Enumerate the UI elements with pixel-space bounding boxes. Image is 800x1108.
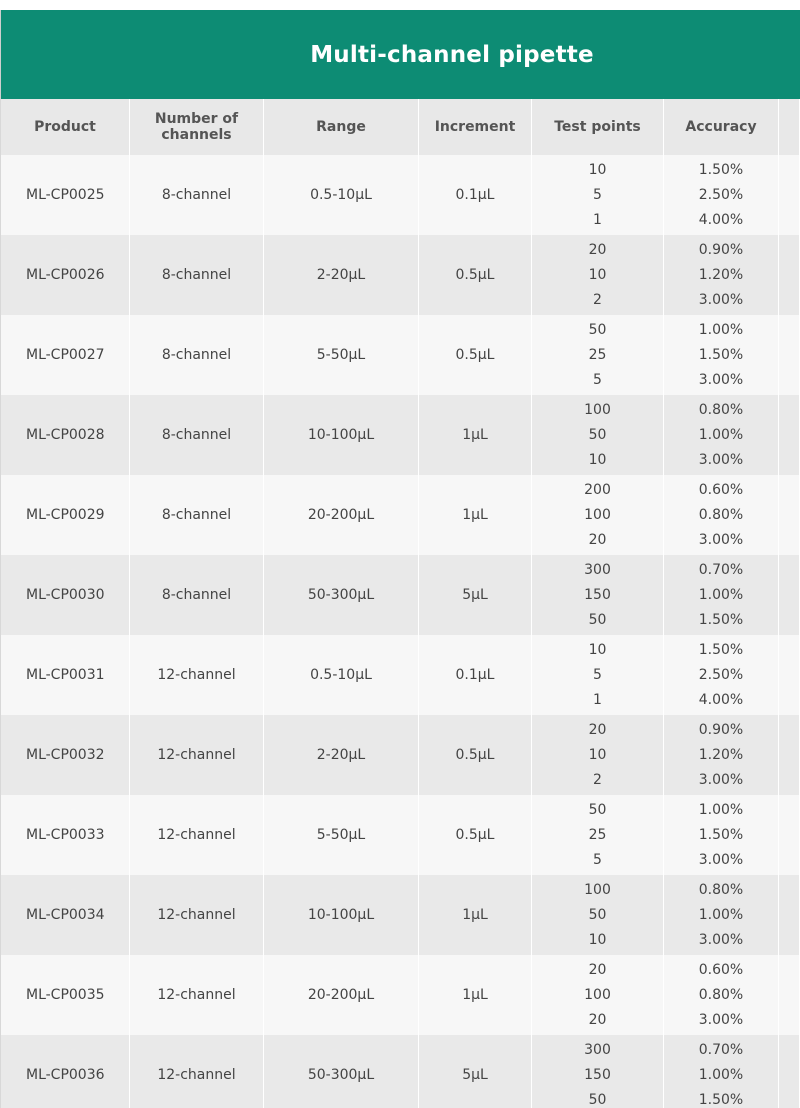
cell-accuracy bbox=[664, 715, 779, 795]
cell-increment: 1μL bbox=[419, 395, 532, 475]
cell-channels: 8-channel bbox=[130, 235, 264, 315]
header-range: Range bbox=[264, 99, 419, 155]
cell-test-points bbox=[532, 555, 664, 635]
cell-range: 5-50μL bbox=[264, 795, 419, 875]
table-row bbox=[0, 795, 800, 875]
cell-test-points bbox=[532, 955, 664, 1035]
test-point-value: 1 bbox=[593, 691, 602, 708]
accuracy-value: 4.00% bbox=[698, 691, 744, 708]
test-point-value: 20 bbox=[588, 1011, 607, 1028]
table-title: Multi-channel pipette bbox=[310, 41, 594, 68]
table-row bbox=[0, 635, 800, 715]
test-point-value: 10 bbox=[588, 451, 607, 468]
cell-product: ML-CP0035 bbox=[0, 955, 130, 1035]
test-point-value: 10 bbox=[588, 931, 607, 948]
table-row bbox=[0, 475, 800, 555]
cell-range: 5-50μL bbox=[264, 315, 419, 395]
cell-product: ML-CP0032 bbox=[0, 715, 130, 795]
test-point-value: 100 bbox=[584, 881, 611, 898]
cell-accuracy bbox=[664, 875, 779, 955]
cell-accuracy bbox=[664, 795, 779, 875]
accuracy-value: 3.00% bbox=[698, 451, 744, 468]
cell-channels: 8-channel bbox=[130, 395, 264, 475]
header-test-points: Test points bbox=[532, 99, 664, 155]
test-point-value: 50 bbox=[588, 426, 607, 443]
test-point-value: 20 bbox=[588, 531, 607, 548]
accuracy-value: 3.00% bbox=[698, 1011, 744, 1028]
cell-channels: 12-channel bbox=[130, 1035, 264, 1108]
cell-channels: 12-channel bbox=[130, 635, 264, 715]
test-point-value: 200 bbox=[584, 481, 611, 498]
accuracy-value: 1.20% bbox=[698, 266, 744, 283]
accuracy-value: 0.70% bbox=[698, 1041, 744, 1058]
cell-extra bbox=[779, 1035, 800, 1108]
accuracy-value: 2.50% bbox=[698, 666, 744, 683]
cell-extra bbox=[779, 155, 800, 235]
accuracy-value: 3.00% bbox=[698, 371, 744, 388]
accuracy-value: 3.00% bbox=[698, 531, 744, 548]
accuracy-value: 1.00% bbox=[698, 1066, 744, 1083]
cell-extra bbox=[779, 795, 800, 875]
cell-increment: 0.1μL bbox=[419, 635, 532, 715]
cell-extra bbox=[779, 555, 800, 635]
accuracy-value: 4.00% bbox=[698, 211, 744, 228]
test-point-value: 100 bbox=[584, 986, 611, 1003]
test-point-value: 300 bbox=[584, 1041, 611, 1058]
cell-product: ML-CP0028 bbox=[0, 395, 130, 475]
cell-accuracy bbox=[664, 555, 779, 635]
test-point-value: 50 bbox=[588, 801, 607, 818]
cell-channels: 8-channel bbox=[130, 475, 264, 555]
cell-range: 50-300μL bbox=[264, 1035, 419, 1108]
accuracy-value: 3.00% bbox=[698, 291, 744, 308]
cell-test-points bbox=[532, 235, 664, 315]
test-point-value: 50 bbox=[588, 321, 607, 338]
test-point-value: 10 bbox=[588, 746, 607, 763]
cell-extra bbox=[779, 635, 800, 715]
cell-test-points bbox=[532, 475, 664, 555]
cell-increment: 0.1μL bbox=[419, 155, 532, 235]
cell-increment: 0.5μL bbox=[419, 795, 532, 875]
cell-range: 50-300μL bbox=[264, 555, 419, 635]
test-point-value: 150 bbox=[584, 1066, 611, 1083]
test-point-value: 5 bbox=[593, 371, 602, 388]
test-point-value: 10 bbox=[588, 266, 607, 283]
test-point-value: 25 bbox=[588, 826, 607, 843]
accuracy-value: 1.50% bbox=[698, 1091, 744, 1108]
cell-channels: 8-channel bbox=[130, 555, 264, 635]
accuracy-value: 0.80% bbox=[698, 881, 744, 898]
cell-test-points bbox=[532, 875, 664, 955]
cell-increment: 5μL bbox=[419, 555, 532, 635]
cell-increment: 1μL bbox=[419, 875, 532, 955]
accuracy-value: 0.60% bbox=[698, 961, 744, 978]
cell-range: 2-20μL bbox=[264, 235, 419, 315]
cell-channels: 12-channel bbox=[130, 715, 264, 795]
header-extra bbox=[779, 99, 800, 155]
table-row bbox=[0, 1035, 800, 1108]
cell-range: 0.5-10μL bbox=[264, 155, 419, 235]
accuracy-value: 1.00% bbox=[698, 906, 744, 923]
cell-product: ML-CP0026 bbox=[0, 235, 130, 315]
test-point-value: 5 bbox=[593, 666, 602, 683]
cell-test-points bbox=[532, 635, 664, 715]
cell-range: 0.5-10μL bbox=[264, 635, 419, 715]
accuracy-value: 3.00% bbox=[698, 771, 744, 788]
cell-accuracy bbox=[664, 235, 779, 315]
cell-test-points bbox=[532, 795, 664, 875]
test-point-value: 20 bbox=[588, 721, 607, 738]
accuracy-value: 1.00% bbox=[698, 586, 744, 603]
cell-accuracy bbox=[664, 395, 779, 475]
accuracy-value: 0.70% bbox=[698, 561, 744, 578]
cell-accuracy bbox=[664, 315, 779, 395]
cell-accuracy bbox=[664, 1035, 779, 1108]
cell-channels: 8-channel bbox=[130, 155, 264, 235]
test-point-value: 10 bbox=[588, 161, 607, 178]
header-channels bbox=[130, 99, 264, 155]
accuracy-value: 1.20% bbox=[698, 746, 744, 763]
cell-accuracy bbox=[664, 635, 779, 715]
cell-extra bbox=[779, 875, 800, 955]
accuracy-value: 1.50% bbox=[698, 826, 744, 843]
cell-test-points bbox=[532, 395, 664, 475]
cell-channels: 12-channel bbox=[130, 795, 264, 875]
header-accuracy: Accuracy bbox=[664, 99, 779, 155]
cell-accuracy bbox=[664, 475, 779, 555]
test-point-value: 2 bbox=[593, 771, 602, 788]
test-point-value: 150 bbox=[584, 586, 611, 603]
cell-increment: 1μL bbox=[419, 475, 532, 555]
cell-test-points bbox=[532, 715, 664, 795]
cell-product: ML-CP0025 bbox=[0, 155, 130, 235]
test-point-value: 25 bbox=[588, 346, 607, 363]
accuracy-value: 0.60% bbox=[698, 481, 744, 498]
table-row bbox=[0, 315, 800, 395]
accuracy-value: 1.00% bbox=[698, 321, 744, 338]
table-title-bar bbox=[0, 10, 800, 99]
cell-increment: 0.5μL bbox=[419, 715, 532, 795]
cell-extra bbox=[779, 395, 800, 475]
cell-product: ML-CP0031 bbox=[0, 635, 130, 715]
table-row bbox=[0, 395, 800, 475]
cell-product: ML-CP0036 bbox=[0, 1035, 130, 1108]
cell-product: ML-CP0027 bbox=[0, 315, 130, 395]
accuracy-value: 0.90% bbox=[698, 721, 744, 738]
cell-extra bbox=[779, 955, 800, 1035]
table-row bbox=[0, 715, 800, 795]
table-row bbox=[0, 875, 800, 955]
test-point-value: 2 bbox=[593, 291, 602, 308]
cell-range: 10-100μL bbox=[264, 395, 419, 475]
cell-accuracy bbox=[664, 155, 779, 235]
cell-channels: 12-channel bbox=[130, 955, 264, 1035]
accuracy-value: 1.50% bbox=[698, 611, 744, 628]
cell-extra bbox=[779, 235, 800, 315]
cell-range: 20-200μL bbox=[264, 955, 419, 1035]
accuracy-value: 1.50% bbox=[698, 346, 744, 363]
table-row bbox=[0, 155, 800, 235]
cell-test-points bbox=[532, 315, 664, 395]
cell-product: ML-CP0034 bbox=[0, 875, 130, 955]
cell-range: 20-200μL bbox=[264, 475, 419, 555]
accuracy-value: 0.80% bbox=[698, 401, 744, 418]
header-increment: Increment bbox=[419, 99, 532, 155]
cell-range: 10-100μL bbox=[264, 875, 419, 955]
cell-extra bbox=[779, 315, 800, 395]
test-point-value: 300 bbox=[584, 561, 611, 578]
spec-table bbox=[0, 99, 800, 1108]
test-point-value: 50 bbox=[588, 1091, 607, 1108]
cell-range: 2-20μL bbox=[264, 715, 419, 795]
test-point-value: 1 bbox=[593, 211, 602, 228]
accuracy-value: 1.50% bbox=[698, 161, 744, 178]
cell-increment: 0.5μL bbox=[419, 315, 532, 395]
test-point-value: 20 bbox=[588, 241, 607, 258]
cell-increment: 0.5μL bbox=[419, 235, 532, 315]
test-point-value: 50 bbox=[588, 906, 607, 923]
accuracy-value: 0.80% bbox=[698, 986, 744, 1003]
header-product: Product bbox=[0, 99, 130, 155]
table-row bbox=[0, 235, 800, 315]
test-point-value: 10 bbox=[588, 641, 607, 658]
header-row bbox=[0, 99, 800, 155]
cell-product: ML-CP0033 bbox=[0, 795, 130, 875]
cell-extra bbox=[779, 475, 800, 555]
accuracy-value: 0.90% bbox=[698, 241, 744, 258]
test-point-value: 100 bbox=[584, 506, 611, 523]
accuracy-value: 1.00% bbox=[698, 801, 744, 818]
accuracy-value: 0.80% bbox=[698, 506, 744, 523]
cell-accuracy bbox=[664, 955, 779, 1035]
cell-extra bbox=[779, 715, 800, 795]
test-point-value: 5 bbox=[593, 851, 602, 868]
accuracy-value: 1.00% bbox=[698, 426, 744, 443]
cell-test-points bbox=[532, 155, 664, 235]
header-channels-label: Number of channels bbox=[154, 111, 239, 143]
cell-increment: 1μL bbox=[419, 955, 532, 1035]
accuracy-value: 1.50% bbox=[698, 641, 744, 658]
test-point-value: 50 bbox=[588, 611, 607, 628]
test-point-value: 20 bbox=[588, 961, 607, 978]
test-point-value: 100 bbox=[584, 401, 611, 418]
cell-product: ML-CP0030 bbox=[0, 555, 130, 635]
accuracy-value: 3.00% bbox=[698, 851, 744, 868]
cell-test-points bbox=[532, 1035, 664, 1108]
cell-channels: 8-channel bbox=[130, 315, 264, 395]
cell-channels: 12-channel bbox=[130, 875, 264, 955]
table-row bbox=[0, 955, 800, 1035]
accuracy-value: 3.00% bbox=[698, 931, 744, 948]
table-row bbox=[0, 555, 800, 635]
accuracy-value: 2.50% bbox=[698, 186, 744, 203]
cell-increment: 5μL bbox=[419, 1035, 532, 1108]
spec-table-frame bbox=[0, 10, 800, 1108]
cell-product: ML-CP0029 bbox=[0, 475, 130, 555]
test-point-value: 5 bbox=[593, 186, 602, 203]
